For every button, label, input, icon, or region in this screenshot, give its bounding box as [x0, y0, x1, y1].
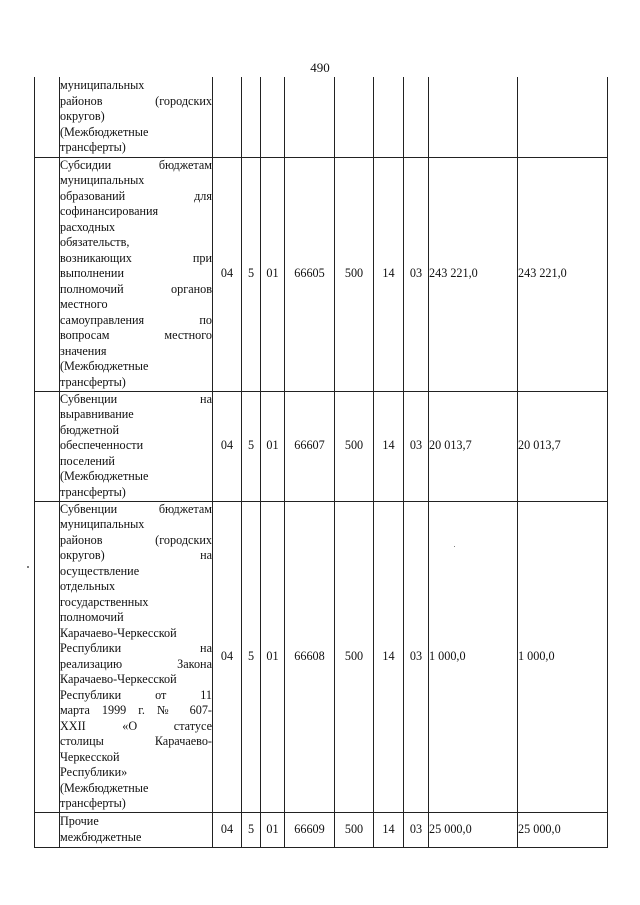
- description-line: реализацию Закона: [60, 656, 212, 671]
- description-line: обеспеченности: [60, 438, 144, 453]
- description-line: Республики»: [60, 765, 128, 779]
- amount-cell: 1 000,0: [429, 501, 518, 812]
- budget-sheet: [34, 77, 607, 848]
- row-description: [60, 501, 213, 812]
- description-line: полномочий: [60, 610, 124, 624]
- description-line: поселений: [60, 453, 115, 468]
- code-cell: [404, 77, 429, 157]
- code-cell: 14: [374, 812, 404, 847]
- code-cell: 01: [261, 812, 285, 847]
- code-cell: 66608: [285, 501, 335, 812]
- description-line: выравнивание: [60, 407, 134, 422]
- code-cell: [285, 77, 335, 157]
- code-cell: 01: [261, 157, 285, 391]
- description-line: Субвенции на: [60, 391, 212, 406]
- row-description: [60, 77, 213, 157]
- code-cell: 500: [335, 812, 374, 847]
- description-line: Прочие: [60, 814, 99, 828]
- row-description: [60, 157, 213, 391]
- description-line: столицы Карачаево-: [60, 734, 212, 748]
- description-line: муниципальных: [60, 173, 145, 188]
- amount-cell: 25 000,0: [429, 812, 518, 847]
- description-line: (Межбюджетные: [60, 469, 149, 484]
- description-line: трансферты): [60, 140, 126, 154]
- amount-cell: 243 221,0: [429, 157, 518, 391]
- scan-speck: [27, 566, 29, 568]
- description-line: возникающих при: [60, 250, 212, 265]
- code-cell: 500: [335, 501, 374, 812]
- description-line: межбюджетные: [60, 829, 142, 844]
- code-cell: 04: [213, 812, 242, 847]
- table-row: [35, 812, 608, 847]
- description-line: трансферты): [60, 484, 126, 499]
- code-cell: [242, 77, 261, 157]
- code-cell: 04: [213, 501, 242, 812]
- description-line: трансферты): [60, 796, 126, 810]
- code-cell: 500: [335, 391, 374, 501]
- description-line: муниципальных: [60, 517, 145, 531]
- description-line: обязательств,: [60, 235, 130, 250]
- code-cell: 66605: [285, 157, 335, 391]
- table-row: [35, 501, 608, 812]
- description-line: районов (городских: [60, 532, 212, 547]
- code-cell: [261, 77, 285, 157]
- description-line: Черкесской: [60, 749, 120, 764]
- description-line: Субсидии бюджетам: [60, 157, 212, 172]
- amount-cell: [429, 77, 518, 157]
- code-cell: 5: [242, 812, 261, 847]
- description-line: (Межбюджетные: [60, 124, 149, 139]
- description-line: отдельных: [60, 579, 116, 593]
- blank-cell: [35, 501, 60, 812]
- code-cell: [213, 77, 242, 157]
- amount-cell: 20 013,7: [429, 391, 518, 501]
- table-row: [35, 77, 608, 157]
- code-cell: 01: [261, 501, 285, 812]
- code-cell: 03: [404, 812, 429, 847]
- blank-cell: [35, 391, 60, 501]
- description-line: Республики на: [60, 641, 212, 655]
- budget-table: [34, 77, 608, 848]
- code-cell: 14: [374, 391, 404, 501]
- description-line: осуществление: [60, 563, 140, 578]
- code-cell: 5: [242, 391, 261, 501]
- description-line: бюджетной: [60, 422, 120, 437]
- description-line: округов): [60, 109, 105, 123]
- amount-cell: 1 000,0: [518, 501, 608, 812]
- code-cell: 14: [374, 501, 404, 812]
- description-line: Субвенции бюджетам: [60, 501, 212, 516]
- description-line: (Межбюджетные: [60, 359, 149, 374]
- blank-cell: [35, 812, 60, 847]
- description-line: Карачаево-Черкесской: [60, 672, 177, 686]
- page-number: 490: [310, 60, 330, 75]
- code-cell: 14: [374, 157, 404, 391]
- description-line: полномочий органов: [60, 281, 212, 296]
- description-line: расходных: [60, 219, 116, 234]
- amount-cell: 20 013,7: [518, 391, 608, 501]
- blank-cell: [35, 77, 60, 157]
- description-line: софинансирования: [60, 204, 159, 219]
- description-line: (Межбюджетные: [60, 780, 149, 795]
- row-description: [60, 812, 213, 847]
- code-cell: 500: [335, 157, 374, 391]
- description-line: значения: [60, 343, 107, 358]
- code-cell: 01: [261, 391, 285, 501]
- scan-speck: [454, 546, 455, 547]
- description-line: XXII «О статусе: [60, 718, 212, 733]
- amount-cell: 25 000,0: [518, 812, 608, 847]
- description-line: Республики от 11: [60, 687, 212, 702]
- description-line: округов) на: [60, 548, 212, 562]
- description-line: районов (городских: [60, 93, 212, 108]
- code-cell: 66609: [285, 812, 335, 847]
- description-line: образований для: [60, 188, 212, 203]
- code-cell: 5: [242, 157, 261, 391]
- code-cell: 03: [404, 501, 429, 812]
- amount-cell: 243 221,0: [518, 157, 608, 391]
- description-line: трансферты): [60, 374, 126, 389]
- description-line: Карачаево-Черкесской: [60, 625, 177, 640]
- description-line: выполнении: [60, 266, 124, 281]
- code-cell: [374, 77, 404, 157]
- blank-cell: [35, 157, 60, 391]
- description-line: муниципальных: [60, 78, 145, 92]
- description-line: марта 1999 г. № 607-: [60, 703, 212, 717]
- code-cell: 5: [242, 501, 261, 812]
- row-description: [60, 391, 213, 501]
- description-line: самоуправления по: [60, 312, 212, 327]
- code-cell: 04: [213, 391, 242, 501]
- table-row: [35, 391, 608, 501]
- code-cell: 66607: [285, 391, 335, 501]
- table-row: [35, 157, 608, 391]
- description-line: государственных: [60, 594, 149, 609]
- description-line: местного: [60, 297, 108, 312]
- code-cell: [335, 77, 374, 157]
- code-cell: 03: [404, 391, 429, 501]
- amount-cell: [518, 77, 608, 157]
- code-cell: 04: [213, 157, 242, 391]
- code-cell: 03: [404, 157, 429, 391]
- description-line: вопросам местного: [60, 328, 212, 343]
